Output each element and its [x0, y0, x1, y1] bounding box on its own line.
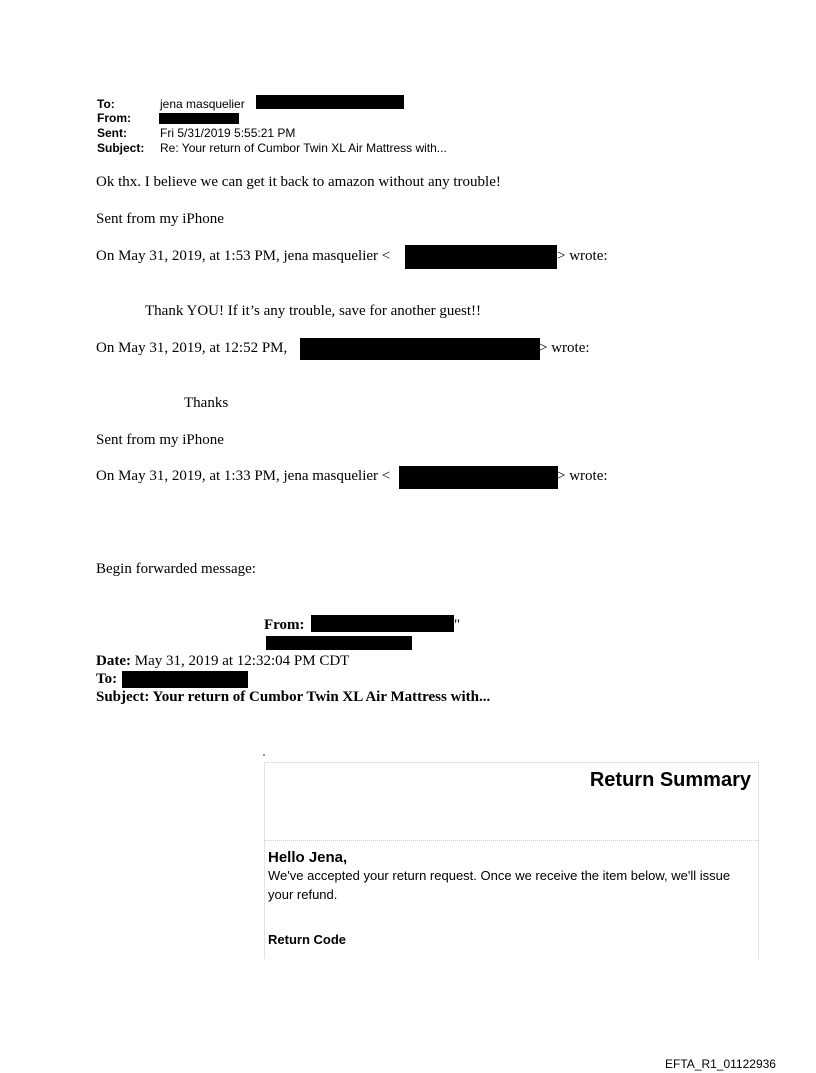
redaction-box [266, 636, 412, 650]
reply-text: Ok thx. I believe we can get it back to amazon without any trouble! [96, 174, 501, 190]
forwarded-date-label: Date: [96, 653, 131, 669]
redaction-box [405, 245, 557, 269]
forwarded-to-label: To: [96, 671, 118, 687]
return-code-label: Return Code [268, 932, 346, 947]
signature: Sent from my iPhone [96, 211, 224, 227]
redaction-box [300, 338, 540, 360]
quote-header-suffix: > wrote: [539, 340, 590, 356]
document-id: EFTA_R1_01122936 [665, 1057, 776, 1071]
redaction-box [122, 671, 248, 688]
quote-header-suffix: > wrote: [557, 248, 608, 264]
forwarded-subject-label: Subject: [96, 689, 150, 705]
redaction-box [311, 615, 454, 632]
quoted-message: Thanks [184, 395, 229, 411]
sent-value: Fri 5/31/2019 5:55:21 PM [160, 126, 296, 140]
redaction-box [256, 95, 404, 109]
to-label: To: [97, 97, 115, 111]
sent-label: Sent: [97, 126, 127, 140]
from-label: From: [97, 111, 131, 125]
forwarded-from-quote: " [454, 617, 461, 633]
return-message: We've accepted your return request. Once we receive the item below, we'll issue your refund. [268, 868, 731, 902]
quoted-message: Thank YOU! If it’s any trouble, save for another guest!! [145, 303, 482, 319]
redaction-box [159, 113, 239, 124]
forwarded-subject [96, 689, 490, 706]
signature: Sent from my iPhone [96, 432, 224, 448]
card-divider [264, 840, 758, 841]
return-summary-title: Return Summary [589, 769, 751, 791]
forwarded-date [96, 653, 349, 670]
forwarded-subject-value: Your return of Cumbor Twin XL Air Mattress with... [152, 689, 491, 705]
quote-header: On May 31, 2019, at 1:33 PM, jena masquelier < [96, 468, 391, 484]
subject-value: Re: Your return of Cumbor Twin XL Air Mattress with... [160, 141, 447, 155]
redaction-box [399, 466, 558, 489]
forwarded-from-label: From: [264, 617, 305, 633]
quote-header-suffix: > wrote: [557, 468, 608, 484]
forward-intro: Begin forwarded message: [96, 561, 256, 577]
quote-header: On May 31, 2019, at 12:52 PM, [96, 340, 288, 356]
to-value: jena masquelier [160, 97, 245, 111]
greeting: Hello Jena, [268, 849, 348, 866]
subject-label: Subject: [97, 141, 145, 155]
quote-header: On May 31, 2019, at 1:53 PM, jena masquelier < [96, 248, 391, 264]
forwarded-date-value: May 31, 2019 at 12:32:04 PM CDT [134, 653, 350, 669]
card-corner-dot [263, 754, 265, 756]
